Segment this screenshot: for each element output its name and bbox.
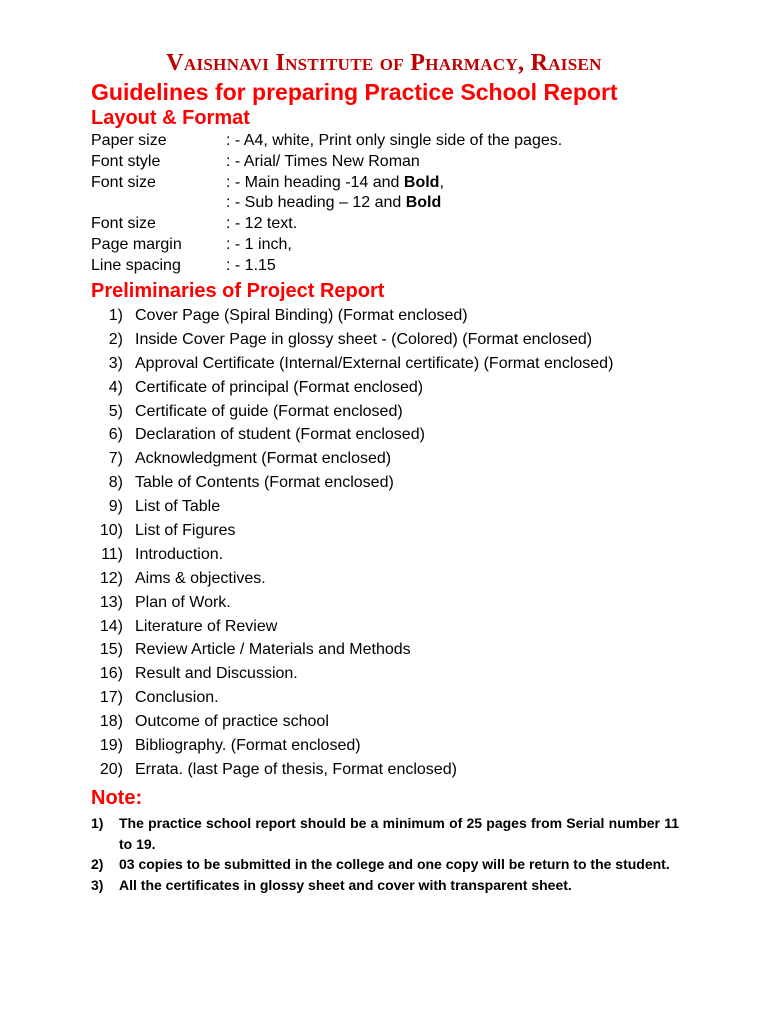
list-item-number: 20)	[99, 760, 123, 778]
format-value-text: 1.15	[244, 256, 276, 274]
format-key: Font size	[91, 215, 156, 233]
list-item-number: 19)	[99, 737, 123, 755]
list-item-number: 4)	[108, 378, 123, 396]
format-row	[91, 152, 562, 173]
format-separator: : -	[226, 173, 245, 191]
format-separator: : -	[226, 235, 245, 253]
list-item	[91, 734, 613, 758]
list-item	[91, 304, 613, 328]
format-key	[91, 193, 226, 214]
list-item	[91, 376, 613, 400]
note-item	[91, 875, 679, 896]
list-item	[91, 519, 613, 543]
format-key: Font style	[91, 152, 161, 170]
format-key: Paper size	[91, 132, 167, 149]
note-number: 3)	[91, 876, 104, 893]
format-value-text: Main heading -14 and	[244, 173, 404, 191]
list-item-text: Literature of Review	[135, 617, 278, 635]
list-item-text: Errata. (last Page of thesis, Format enclosed)	[135, 760, 457, 778]
note-item	[91, 854, 679, 875]
format-value	[226, 193, 441, 214]
format-key: Line spacing	[91, 256, 181, 274]
format-row	[91, 235, 562, 256]
format-value-text: 12 text.	[244, 215, 298, 233]
format-value	[226, 235, 292, 256]
list-item-number: 7)	[108, 450, 123, 468]
list-item	[91, 423, 613, 447]
format-value-bold: Bold	[405, 194, 442, 212]
list-item	[91, 591, 613, 615]
format-key: Font size	[91, 173, 156, 191]
list-item	[91, 638, 613, 662]
list-item-text: List of Figures	[135, 522, 236, 540]
list-item	[91, 543, 613, 567]
list-item	[91, 328, 613, 352]
list-item-number: 9)	[108, 498, 123, 516]
format-separator: : -	[226, 215, 245, 233]
list-item	[91, 567, 613, 591]
list-item-text: List of Table	[135, 498, 221, 516]
layout-format-table	[91, 131, 562, 277]
format-separator: : -	[226, 256, 245, 274]
format-value	[226, 256, 276, 277]
list-item	[91, 710, 613, 734]
format-value-text: 1 inch,	[244, 235, 292, 253]
list-item-text: Bibliography. (Format enclosed)	[135, 737, 361, 755]
list-item-text: Certificate of guide (Format enclosed)	[135, 402, 403, 420]
list-item-number: 2)	[108, 330, 123, 348]
list-item-text: Inside Cover Page in glossy sheet - (Colored) (Format enclosed)	[135, 330, 593, 348]
format-row	[91, 173, 562, 194]
preliminaries-list	[91, 304, 613, 782]
note-text: 03 copies to be submitted in the college and one copy will be return to the student.	[119, 856, 670, 872]
list-item-text: Review Article / Materials and Methods	[135, 641, 411, 659]
list-item-text: Introduction.	[135, 545, 224, 563]
list-item-number: 1)	[108, 307, 123, 324]
list-item-number: 5)	[108, 402, 123, 420]
format-row	[91, 256, 562, 277]
note-heading: Note:	[91, 787, 143, 809]
document-title: Guidelines for preparing Practice School Report	[91, 79, 618, 105]
list-item-text: Plan of Work.	[135, 593, 231, 611]
list-item-text: Approval Certificate (Internal/External certificate) (Format enclosed)	[135, 354, 614, 372]
institute-title: Vaishnavi Institute of Pharmacy, Raisen	[166, 50, 602, 76]
preliminaries-heading: Preliminaries of Project Report	[91, 280, 385, 302]
format-key: Page margin	[91, 235, 182, 253]
list-item-text: Outcome of practice school	[135, 713, 329, 731]
format-row	[91, 131, 562, 152]
list-item-text: Acknowledgment (Format enclosed)	[135, 450, 392, 468]
list-item-text: Result and Discussion.	[135, 665, 298, 683]
list-item-number: 13)	[99, 593, 123, 611]
note-text: The practice school report should be a minimum of 25 pages from Serial number 11 to 19.	[119, 815, 679, 852]
list-item	[91, 686, 613, 710]
format-value	[226, 173, 444, 194]
format-value-bold: Bold	[403, 173, 440, 191]
format-value-text: Sub heading – 12 and	[244, 194, 406, 212]
format-value	[226, 131, 562, 152]
list-item-number: 8)	[108, 474, 123, 492]
list-item	[91, 471, 613, 495]
list-item-number: 14)	[99, 617, 123, 635]
list-item-text: Cover Page (Spiral Binding) (Format enclosed)	[135, 307, 468, 324]
format-row	[91, 193, 562, 214]
list-item	[91, 662, 613, 686]
list-item-number: 18)	[99, 713, 123, 731]
list-item-text: Declaration of student (Format enclosed)	[135, 426, 425, 444]
note-number: 2)	[91, 856, 104, 872]
format-row	[91, 214, 562, 235]
list-item	[91, 495, 613, 519]
format-value-text: A4, white, Print only single side of the pages.	[243, 132, 563, 149]
list-item-text: Table of Contents (Format enclosed)	[135, 474, 394, 492]
list-item-number: 15)	[99, 641, 123, 659]
list-item	[91, 447, 613, 471]
format-value	[226, 152, 420, 173]
note-text: All the certificates in glossy sheet and cover with transparent sheet.	[119, 876, 572, 893]
list-item	[91, 615, 613, 639]
list-item-text: Conclusion.	[135, 689, 219, 707]
note-list	[91, 813, 679, 895]
list-item-text: Aims & objectives.	[135, 569, 266, 587]
note-item	[91, 813, 679, 854]
list-item-number: 16)	[99, 665, 123, 683]
note-number: 1)	[91, 815, 104, 831]
list-item-number: 11)	[101, 545, 123, 563]
list-item	[91, 400, 613, 424]
layout-format-heading: Layout & Format	[91, 107, 250, 129]
list-item-text: Certificate of principal (Format enclosed)	[135, 378, 424, 396]
list-item-number: 12)	[99, 569, 123, 587]
format-value-text: Arial/ Times New Roman	[243, 152, 420, 170]
list-item-number: 3)	[108, 354, 123, 372]
format-value-tail: ,	[439, 173, 444, 191]
format-separator: : -	[226, 152, 244, 170]
list-item	[91, 758, 613, 782]
list-item-number: 6)	[108, 426, 123, 444]
format-value	[226, 214, 297, 235]
list-item-number: 17)	[99, 689, 123, 707]
format-separator: : -	[226, 132, 244, 149]
list-item-number: 10)	[99, 522, 123, 540]
format-separator: : -	[226, 194, 245, 212]
list-item	[91, 352, 613, 376]
